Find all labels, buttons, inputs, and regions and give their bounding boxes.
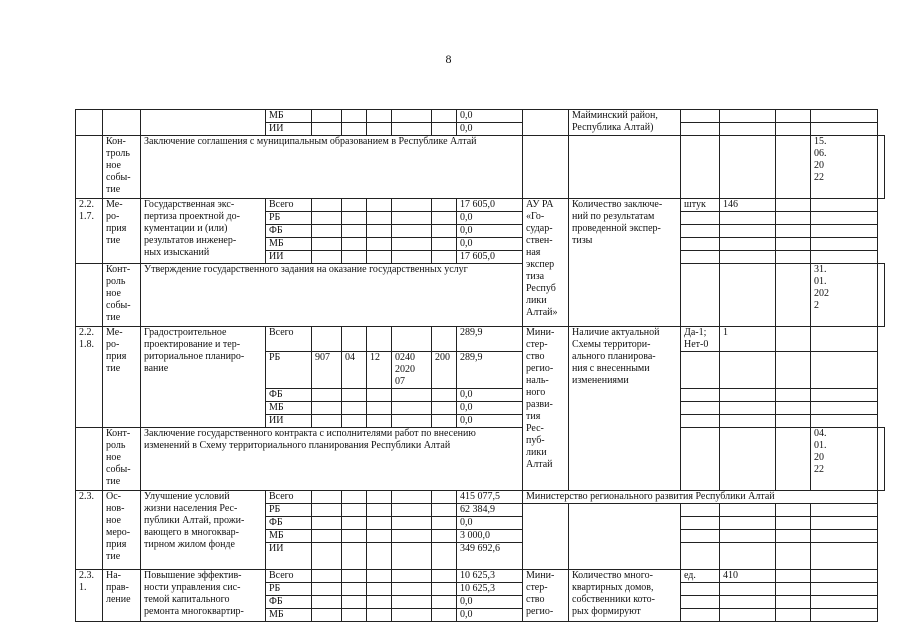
table-cell bbox=[432, 583, 457, 596]
table-cell: На- прав- ление bbox=[103, 570, 141, 622]
table-cell bbox=[141, 110, 266, 136]
table-cell: 1 bbox=[720, 327, 776, 352]
table-row bbox=[76, 327, 885, 352]
table-cell: Кон- троль ное собы- тие bbox=[103, 136, 141, 199]
table-cell bbox=[367, 389, 392, 402]
table-cell bbox=[776, 225, 811, 238]
table-cell bbox=[392, 402, 432, 415]
table-cell bbox=[432, 238, 457, 251]
table-cell bbox=[681, 428, 720, 491]
table-cell bbox=[76, 136, 103, 199]
table-cell bbox=[367, 543, 392, 570]
table-cell: 415 077,5 bbox=[457, 491, 523, 504]
table-cell: РБ bbox=[266, 504, 312, 517]
table-cell bbox=[392, 609, 432, 622]
table-cell bbox=[342, 251, 367, 264]
table-cell: 0,0 bbox=[457, 225, 523, 238]
table-cell bbox=[392, 225, 432, 238]
table-cell bbox=[392, 110, 432, 123]
table-cell bbox=[367, 609, 392, 622]
table-cell bbox=[312, 389, 342, 402]
table-cell: 0,0 bbox=[457, 596, 523, 609]
table-cell bbox=[811, 517, 878, 530]
table-cell: Мини- стер- ство регио- наль- ного разви- тия Рес- пуб- лики Алтай bbox=[523, 327, 569, 491]
table-cell bbox=[342, 212, 367, 225]
table-cell: ИИ bbox=[266, 123, 312, 136]
table-cell: 04. 01. 20 22 bbox=[811, 428, 878, 491]
table-cell bbox=[432, 609, 457, 622]
table-cell bbox=[312, 543, 342, 570]
table-cell bbox=[681, 596, 720, 609]
table-cell bbox=[432, 517, 457, 530]
table-cell bbox=[811, 352, 878, 389]
table-cell: 0240 2020 07 bbox=[392, 352, 432, 389]
table-cell bbox=[367, 225, 392, 238]
table-cell bbox=[776, 583, 811, 596]
table-cell bbox=[342, 389, 367, 402]
table-cell: РБ bbox=[266, 583, 312, 596]
table-cell bbox=[392, 491, 432, 504]
table-cell bbox=[432, 543, 457, 570]
table-cell: Количество заключе- ний по результатам проведенной экспер- тизы bbox=[569, 199, 681, 327]
table-cell bbox=[342, 583, 367, 596]
table-cell: Всего bbox=[266, 491, 312, 504]
table-cell: 0,0 bbox=[457, 517, 523, 530]
table-cell bbox=[681, 251, 720, 264]
table-cell bbox=[312, 199, 342, 212]
table-cell bbox=[342, 609, 367, 622]
table-cell bbox=[811, 402, 878, 415]
table-cell bbox=[811, 583, 878, 596]
table-cell bbox=[312, 415, 342, 428]
table-cell bbox=[432, 251, 457, 264]
table-cell bbox=[432, 225, 457, 238]
table-cell bbox=[312, 530, 342, 543]
table-cell bbox=[432, 327, 457, 352]
table-cell bbox=[811, 327, 878, 352]
table-cell bbox=[681, 583, 720, 596]
table-cell bbox=[342, 123, 367, 136]
table-cell: Всего bbox=[266, 327, 312, 352]
table-cell bbox=[776, 428, 811, 491]
table-cell bbox=[811, 389, 878, 402]
table-cell: МБ bbox=[266, 530, 312, 543]
table-cell bbox=[720, 428, 776, 491]
table-cell bbox=[367, 123, 392, 136]
table-cell bbox=[681, 517, 720, 530]
table-cell bbox=[811, 504, 878, 517]
table-cell bbox=[720, 596, 776, 609]
table-cell: 146 bbox=[720, 199, 776, 212]
table-cell bbox=[681, 352, 720, 389]
table-cell: ФБ bbox=[266, 517, 312, 530]
table-cell bbox=[523, 136, 569, 199]
table-cell: 410 bbox=[720, 570, 776, 583]
table-cell bbox=[776, 238, 811, 251]
table-cell: Всего bbox=[266, 570, 312, 583]
table-cell bbox=[720, 110, 776, 123]
table-cell bbox=[432, 491, 457, 504]
table-cell bbox=[342, 110, 367, 123]
table-cell: 0,0 bbox=[457, 123, 523, 136]
table-cell: 289,9 bbox=[457, 327, 523, 352]
table-cell: Министерство регионального развития Республики Алтай bbox=[523, 491, 878, 504]
table-cell bbox=[342, 415, 367, 428]
table-cell: 3 000,0 bbox=[457, 530, 523, 543]
table-cell bbox=[392, 570, 432, 583]
table-cell bbox=[312, 238, 342, 251]
table-cell bbox=[720, 389, 776, 402]
table-cell: 17 605,0 bbox=[457, 251, 523, 264]
table-cell bbox=[342, 327, 367, 352]
table-cell bbox=[392, 123, 432, 136]
table-cell: Всего bbox=[266, 199, 312, 212]
table-cell bbox=[367, 491, 392, 504]
table-cell bbox=[312, 583, 342, 596]
table-cell bbox=[367, 596, 392, 609]
table-cell bbox=[312, 327, 342, 352]
table-cell bbox=[432, 110, 457, 123]
table-cell bbox=[681, 530, 720, 543]
table-cell bbox=[720, 123, 776, 136]
table-cell bbox=[312, 596, 342, 609]
table-cell bbox=[342, 238, 367, 251]
table-cell bbox=[312, 491, 342, 504]
table-cell: ед. bbox=[681, 570, 720, 583]
table-cell: Заключение государственного контракта с исполнителями работ по внесению изменений в Схему территориального планирования Республики Алтай bbox=[141, 428, 523, 491]
table-cell bbox=[392, 543, 432, 570]
table-cell bbox=[367, 504, 392, 517]
table-cell: Конт- роль ное собы- тие bbox=[103, 428, 141, 491]
table-cell bbox=[342, 225, 367, 238]
table-cell bbox=[432, 123, 457, 136]
table-cell bbox=[811, 415, 878, 428]
table-cell bbox=[367, 110, 392, 123]
table-cell: РБ bbox=[266, 212, 312, 225]
table-cell bbox=[720, 238, 776, 251]
table-cell bbox=[367, 238, 392, 251]
table-cell bbox=[312, 504, 342, 517]
table-cell bbox=[569, 136, 681, 199]
table-cell bbox=[312, 570, 342, 583]
table-cell bbox=[367, 251, 392, 264]
table-cell bbox=[776, 570, 811, 583]
table-cell bbox=[76, 264, 103, 327]
table-row bbox=[76, 570, 885, 583]
table-cell bbox=[367, 212, 392, 225]
table-cell bbox=[312, 402, 342, 415]
table-cell bbox=[720, 530, 776, 543]
table-cell bbox=[367, 415, 392, 428]
table-cell bbox=[432, 402, 457, 415]
table-cell: Ме- ро- прия тие bbox=[103, 199, 141, 264]
table-cell bbox=[681, 389, 720, 402]
table-cell: 10 625,3 bbox=[457, 570, 523, 583]
table-cell bbox=[720, 517, 776, 530]
table-cell: 907 bbox=[312, 352, 342, 389]
table-cell bbox=[523, 504, 569, 570]
table-cell bbox=[342, 596, 367, 609]
table-cell bbox=[720, 212, 776, 225]
table-cell bbox=[776, 504, 811, 517]
table-cell bbox=[776, 110, 811, 123]
table-cell: 12 bbox=[367, 352, 392, 389]
table-row bbox=[76, 110, 885, 123]
table-cell: Наличие актуальной Схемы территори- ального планирова- ния с внесенными изменениями bbox=[569, 327, 681, 491]
table-cell: 349 692,6 bbox=[457, 543, 523, 570]
table-cell bbox=[392, 199, 432, 212]
table-cell bbox=[367, 530, 392, 543]
table-row bbox=[76, 428, 885, 491]
table-cell bbox=[367, 570, 392, 583]
table-cell bbox=[569, 504, 681, 570]
table-cell bbox=[312, 212, 342, 225]
table-cell: 15. 06. 20 22 bbox=[811, 136, 878, 199]
table-cell bbox=[720, 583, 776, 596]
table-cell bbox=[811, 543, 878, 570]
table-cell bbox=[811, 212, 878, 225]
table-cell bbox=[76, 428, 103, 491]
table-cell bbox=[681, 402, 720, 415]
table-cell bbox=[312, 225, 342, 238]
table-cell bbox=[776, 352, 811, 389]
table-cell bbox=[776, 543, 811, 570]
table-cell: ФБ bbox=[266, 225, 312, 238]
table-cell bbox=[342, 570, 367, 583]
table-cell bbox=[342, 504, 367, 517]
table-cell bbox=[776, 517, 811, 530]
table-cell: МБ bbox=[266, 110, 312, 123]
table-cell bbox=[432, 596, 457, 609]
table-cell bbox=[432, 504, 457, 517]
table-cell bbox=[342, 543, 367, 570]
table-cell: 0,0 bbox=[457, 415, 523, 428]
table-cell: 17 605,0 bbox=[457, 199, 523, 212]
table-cell bbox=[776, 609, 811, 622]
table-cell: 289,9 bbox=[457, 352, 523, 389]
table-cell bbox=[811, 225, 878, 238]
table-cell bbox=[681, 415, 720, 428]
table-cell: 2.2. 1.7. bbox=[76, 199, 103, 264]
table-cell: 0,0 bbox=[457, 238, 523, 251]
table-cell bbox=[342, 199, 367, 212]
table-cell bbox=[681, 110, 720, 123]
table-cell: АУ РА «Го- судар- ствен- ная экспер тиза Респуб лики Алтай» bbox=[523, 199, 569, 327]
table-cell bbox=[720, 415, 776, 428]
table-cell: РБ bbox=[266, 352, 312, 389]
table-cell bbox=[681, 212, 720, 225]
table-cell bbox=[392, 415, 432, 428]
table-cell: 62 384,9 bbox=[457, 504, 523, 517]
table-cell bbox=[392, 530, 432, 543]
table-cell: Утверждение государственного задания на оказание государственных услуг bbox=[141, 264, 523, 327]
table-cell bbox=[776, 327, 811, 352]
table-cell bbox=[811, 570, 878, 583]
table-cell: ФБ bbox=[266, 596, 312, 609]
table-cell bbox=[681, 225, 720, 238]
table-cell bbox=[720, 251, 776, 264]
table-cell bbox=[681, 123, 720, 136]
table-cell bbox=[367, 517, 392, 530]
table-cell bbox=[878, 136, 885, 199]
table-cell bbox=[681, 136, 720, 199]
table-cell bbox=[342, 517, 367, 530]
table-cell bbox=[392, 212, 432, 225]
table-cell: ФБ bbox=[266, 389, 312, 402]
table-cell bbox=[432, 212, 457, 225]
table-cell: МБ bbox=[266, 402, 312, 415]
table-cell: 2.3. bbox=[76, 491, 103, 570]
table-cell bbox=[392, 583, 432, 596]
table-cell bbox=[367, 327, 392, 352]
table-cell bbox=[76, 110, 103, 136]
table-cell bbox=[720, 609, 776, 622]
table-cell bbox=[811, 251, 878, 264]
table-row bbox=[76, 199, 885, 212]
table-cell: Ме- ро- прия тие bbox=[103, 327, 141, 428]
table-cell bbox=[392, 504, 432, 517]
table-cell bbox=[776, 389, 811, 402]
table-cell bbox=[811, 199, 878, 212]
table-cell bbox=[811, 110, 878, 123]
table-cell: 0,0 bbox=[457, 609, 523, 622]
table-cell: 2.2. 1.8. bbox=[76, 327, 103, 428]
program-table bbox=[75, 109, 885, 622]
table-cell: Да-1; Нет-0 bbox=[681, 327, 720, 352]
table-cell: Майминский район, Республика Алтай) bbox=[569, 110, 681, 136]
table-cell bbox=[720, 543, 776, 570]
table-cell bbox=[392, 327, 432, 352]
table-cell bbox=[312, 517, 342, 530]
table-cell: ИИ bbox=[266, 543, 312, 570]
table-cell bbox=[392, 389, 432, 402]
table-cell bbox=[720, 225, 776, 238]
table-cell: 0,0 bbox=[457, 402, 523, 415]
table-cell: 0,0 bbox=[457, 389, 523, 402]
table-cell bbox=[776, 199, 811, 212]
table-cell: ИИ bbox=[266, 415, 312, 428]
table-cell bbox=[878, 428, 885, 491]
table-cell bbox=[432, 530, 457, 543]
table-cell: 10 625,3 bbox=[457, 583, 523, 596]
table-cell bbox=[776, 123, 811, 136]
table-row bbox=[76, 491, 885, 504]
table-cell bbox=[312, 251, 342, 264]
table-cell bbox=[392, 517, 432, 530]
table-cell bbox=[367, 583, 392, 596]
table-cell bbox=[720, 136, 776, 199]
table-cell: 200 bbox=[432, 352, 457, 389]
table-cell bbox=[432, 389, 457, 402]
table-cell bbox=[432, 199, 457, 212]
table-cell bbox=[681, 238, 720, 251]
table-row bbox=[76, 136, 885, 199]
table-cell bbox=[681, 264, 720, 327]
table-cell bbox=[392, 238, 432, 251]
table-cell: Мини- стер- ство регио- bbox=[523, 570, 569, 622]
table-cell bbox=[720, 402, 776, 415]
table-cell bbox=[312, 123, 342, 136]
table-cell bbox=[776, 136, 811, 199]
table-cell bbox=[681, 504, 720, 517]
table-cell: Ос- нов- ное меро- прия тие bbox=[103, 491, 141, 570]
table-cell bbox=[811, 596, 878, 609]
table-cell bbox=[776, 530, 811, 543]
table-cell bbox=[681, 543, 720, 570]
table-cell: ИИ bbox=[266, 251, 312, 264]
table-cell bbox=[776, 264, 811, 327]
table-cell bbox=[392, 596, 432, 609]
page-number: 8 bbox=[445, 52, 452, 66]
table-cell: Повышение эффектив- ности управления сис- темой капитального ремонта многоквартир- bbox=[141, 570, 266, 622]
table-cell: 0,0 bbox=[457, 212, 523, 225]
table-cell bbox=[523, 110, 569, 136]
table-cell bbox=[103, 110, 141, 136]
table-cell bbox=[811, 238, 878, 251]
table-cell bbox=[367, 199, 392, 212]
table-cell: Заключение соглашения с муниципальным образованием в Республике Алтай bbox=[141, 136, 523, 199]
table-cell bbox=[432, 570, 457, 583]
table-cell bbox=[776, 251, 811, 264]
table-cell: МБ bbox=[266, 238, 312, 251]
table-cell: 0,0 bbox=[457, 110, 523, 123]
table-cell bbox=[811, 609, 878, 622]
table-cell bbox=[392, 251, 432, 264]
table-cell bbox=[720, 264, 776, 327]
table-cell bbox=[342, 530, 367, 543]
table-cell bbox=[312, 110, 342, 123]
table-cell bbox=[342, 491, 367, 504]
table-cell bbox=[776, 596, 811, 609]
table-cell: Улучшение условий жизни населения Рес- публики Алтай, прожи- вающего в многоквар- тирном жилом фонде bbox=[141, 491, 266, 570]
table-cell: МБ bbox=[266, 609, 312, 622]
table-cell bbox=[720, 352, 776, 389]
table-cell bbox=[681, 609, 720, 622]
table-cell bbox=[776, 212, 811, 225]
table-cell bbox=[342, 402, 367, 415]
table-cell bbox=[367, 402, 392, 415]
table-cell bbox=[312, 609, 342, 622]
table-cell: Градостроительное проектирование и тер- риториальное планиро- вание bbox=[141, 327, 266, 428]
table-cell: 31. 01. 202 2 bbox=[811, 264, 878, 327]
table-cell: Количество много- квартирных домов, собственники кото- рых формируют bbox=[569, 570, 681, 622]
table-cell: Государственная экс- пертиза проектной до- кументации и (или) результатов инженер- ных изысканий bbox=[141, 199, 266, 264]
table-cell bbox=[811, 123, 878, 136]
table-cell bbox=[776, 402, 811, 415]
table-cell bbox=[720, 504, 776, 517]
table-cell: Конт- роль ное собы- тие bbox=[103, 264, 141, 327]
table-cell: 2.3. 1. bbox=[76, 570, 103, 622]
table-cell: штук bbox=[681, 199, 720, 212]
table-cell: 04 bbox=[342, 352, 367, 389]
table-cell bbox=[432, 415, 457, 428]
table-cell bbox=[776, 415, 811, 428]
table-cell bbox=[811, 530, 878, 543]
table-cell bbox=[878, 264, 885, 327]
table-row bbox=[76, 264, 885, 327]
